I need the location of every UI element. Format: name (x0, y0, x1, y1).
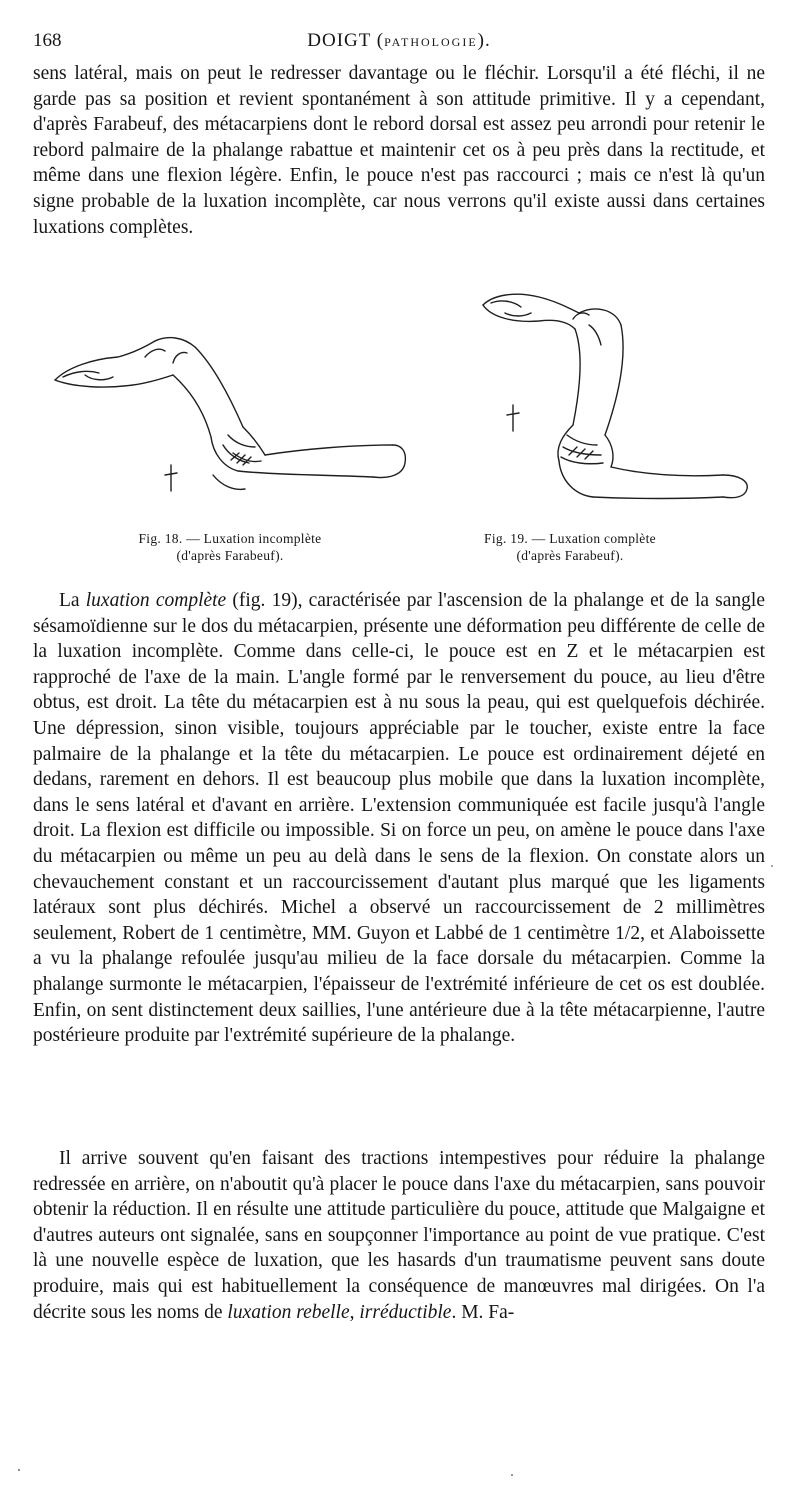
running-title: DOIGT (PATHOLOGIE). (307, 30, 491, 51)
paragraph-continued: sens latéral, mais on peut le redresser davantage ou le fléchir. Lorsqu'il a été fléchi, il ne garde pas sa position et revient spontanément à son attitude primitive. Il y a cependant, d'après Farabeuf, des métacarpiens dont le rebord dorsal est assez peu arrondi pour retenir le rebord palmaire de la phalange rabattue et maintenir cet os à peu près dans la rectitude, et même dans une flexion légère. Enfin, le pouce n'est pas raccourci ; mais ce n'est là qu'un signe probable de la luxation incomplète, car nous verrons qu'il existe aussi dans certaines luxations complètes. (33, 63, 765, 238)
paragraph-luxation-complete: La luxation complète (fig. 19), caractérisée par l'ascension de la phalange et de la sangle sésamoïdienne sur le dos du métacarpien, présente une déformation peu différente de celle de la luxation incomplète. Comme dans celle-ci, le pouce est en Z et le métacarpien est rapproché de l'axe de la main. L'angle formé par le renversement du pouce, au lieu d'être obtus, est droit. La tête du métacarpien est à nu sous la peau, qui est quelquefois déchirée. Une dépression, sinon visible, toujours appréciable par le toucher, existe entre la face palmaire de la phalange et la tête du métacarpien. Le pouce est ordinairement déjeté en dedans, rarement en dehors. Il est beaucoup plus mobile que dans la luxation incomplète, dans le sens latéral et d'avant en arrière. L'extension communiquée est facile jusqu'à l'angle droit. La flexion est difficile ou impossible. Si on force un peu, on amène le pouce dans l'axe du métacarpien ou même un peu au delà dans le sens de la flexion. On constate alors un chevauchement constant et un raccourcissement d'autant plus marqué que les ligaments latéraux sont plus déchirés. Michel a observé un raccourcissement de 2 millimètres seulement, Robert de 1 centimètre, MM. Guyon et Labbé de 1 centimètre 1/2, et Alaboissette a vu la phalange refoulée jusqu'au milieu de la face dorsale du métacarpien. Comme la phalange surmonte le métacarpien, l'épaisseur de l'extrémité inférieure de cet os est doublée. Enfin, on sent distinctement deux saillies, l'une antérieure due à la tête métacarpienne, l'autre postérieure produite par l'extrémité supérieure de la phalange. (33, 590, 766, 1047)
figure-19-caption: Fig. 19. — Luxation complète (d'après Farabeuf). (484, 531, 656, 563)
paragraph-luxation-rebelle: Il arrive souvent qu'en faisant des tractions intempestives pour réduire la phalange redressée en arrière, on n'aboutit qu'à placer le pouce dans l'axe du métacarpien, sans pouvoir obtenir la réduction. Il en résulte une attitude particulière du pouce, attitude que Malgaigne et d'autres auteurs ont signalée, sans en soupçonner l'importance au point de vue pratique. C'est là une nouvelle espèce de luxation, que les hasards d'un traumatisme peuvent sans doute produire, mais qui est habituellement la conséquence de manœuvres mal dirigées. On l'a décrite sous les noms de luxation rebelle, irréductible. M. Fa- (33, 1148, 765, 1323)
page-number: 168 (33, 30, 62, 51)
figure-18-caption: Fig. 18. — Luxation incomplète (d'après Farabeuf). (138, 531, 322, 563)
